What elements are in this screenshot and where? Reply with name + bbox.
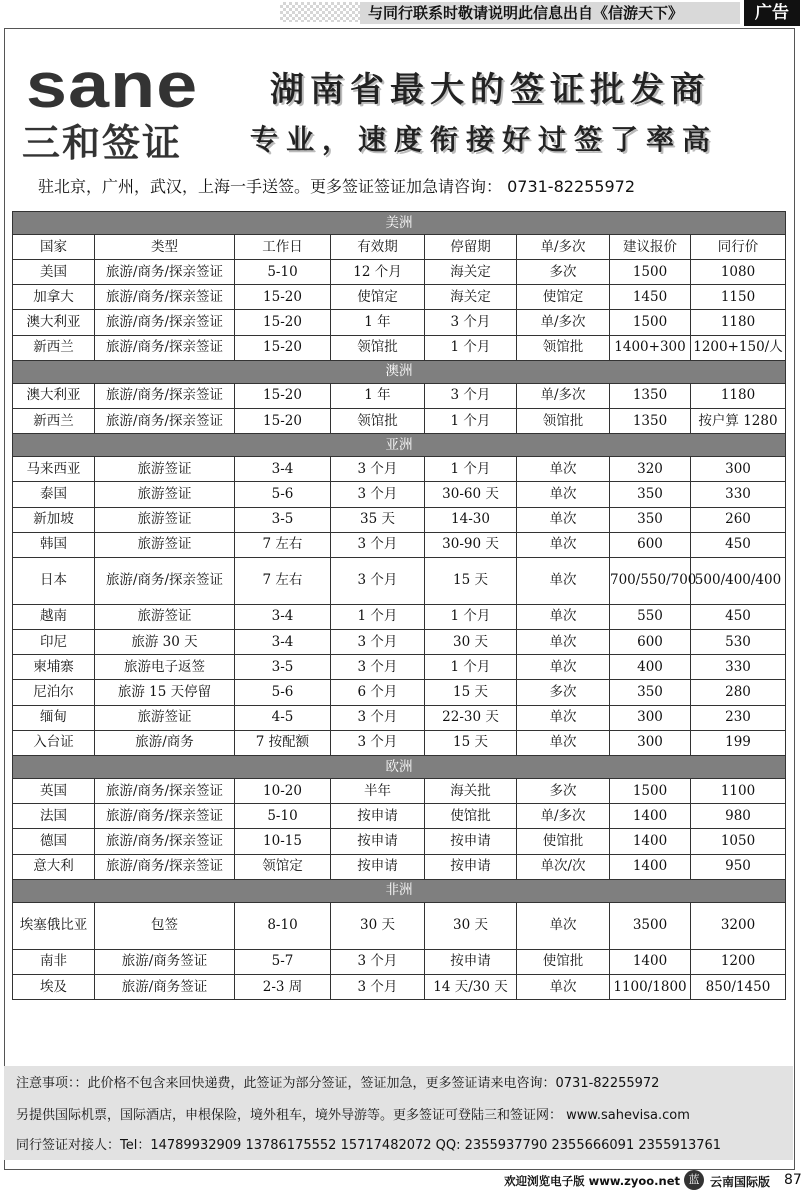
- table-cell: 旅游签证: [95, 482, 235, 507]
- region-name: 澳洲: [13, 360, 786, 383]
- table-row: [13, 457, 786, 482]
- table-cell: 1180: [691, 383, 786, 408]
- table-cell: 旅游/商务/探亲签证: [95, 829, 235, 854]
- contact-line: 驻北京，广州，武汉，上海一手送签。更多签证签证加急请咨询： 0731-82255972: [38, 177, 636, 196]
- table-cell: 3 个月: [331, 457, 425, 482]
- table-cell: 1 年: [331, 383, 425, 408]
- table-cell: 3 个月: [331, 630, 425, 655]
- table-cell: 500/400/400: [691, 557, 786, 604]
- table-cell: 1350: [610, 383, 691, 408]
- column-header: 同行价: [691, 235, 786, 260]
- table-cell: 旅游 15 天停留: [95, 680, 235, 705]
- table-cell: 旅游签证: [95, 532, 235, 557]
- table-cell: 旅游/商务/探亲签证: [95, 285, 235, 310]
- table-row: [13, 482, 786, 507]
- table-cell: 980: [691, 804, 786, 829]
- region-header-row: [13, 212, 786, 235]
- table-cell: 1100: [691, 779, 786, 804]
- region-name: 欧洲: [13, 756, 786, 779]
- table-cell: 印尼: [13, 630, 95, 655]
- table-cell: 按申请: [331, 804, 425, 829]
- table-cell: 10-15: [235, 829, 331, 854]
- table-cell: 按申请: [425, 829, 517, 854]
- checker-decoration: [280, 2, 360, 22]
- table-cell: 15 天: [425, 557, 517, 604]
- table-cell: 入台证: [13, 730, 95, 755]
- table-cell: 韩国: [13, 532, 95, 557]
- table-cell: 5-10: [235, 260, 331, 285]
- footer-contacts: 同行签证对接人：Tel：14789932909 13786175552 15717482072 QQ: 2355937790 2355666091 2355913761: [16, 1138, 722, 1153]
- table-cell: 按申请: [425, 949, 517, 974]
- table-cell: 3-4: [235, 604, 331, 629]
- table-cell: 7 左右: [235, 557, 331, 604]
- table-cell: 单次: [517, 730, 610, 755]
- table-cell: 海关定: [425, 260, 517, 285]
- table-cell: 日本: [13, 557, 95, 604]
- table-cell: 260: [691, 507, 786, 532]
- table-cell: 旅游签证: [95, 604, 235, 629]
- table-cell: 950: [691, 854, 786, 879]
- table-cell: 14 天/30 天: [425, 974, 517, 999]
- column-header: 国家: [13, 235, 95, 260]
- table-cell: 旅游签证: [95, 507, 235, 532]
- table-cell: 包签: [95, 902, 235, 949]
- headline-main: 湖南省最大的签证批发商: [270, 70, 710, 110]
- company-logo: [18, 48, 208, 165]
- footer-notice: 注意事项：：此价格不包含来回快递费，此签证为部分签证，签证加急，更多签证请来电咨询：0731-82255972: [16, 1076, 660, 1091]
- table-cell: 15-20: [235, 383, 331, 408]
- table-cell: 4-5: [235, 705, 331, 730]
- table-cell: 1400+300: [610, 335, 691, 360]
- table-row: [13, 705, 786, 730]
- table-row: [13, 829, 786, 854]
- table-cell: 3-5: [235, 507, 331, 532]
- table-cell: 旅游/商务: [95, 730, 235, 755]
- region-name: 美洲: [13, 212, 786, 235]
- column-header-row: [13, 235, 786, 260]
- region-header-row: [13, 360, 786, 383]
- table-cell: 澳大利亚: [13, 383, 95, 408]
- table-cell: 单次: [517, 507, 610, 532]
- table-cell: 新西兰: [13, 335, 95, 360]
- table-cell: 尼泊尔: [13, 680, 95, 705]
- table-cell: 单次: [517, 705, 610, 730]
- table-cell: 单次: [517, 630, 610, 655]
- table-row: [13, 854, 786, 879]
- table-cell: 单次: [517, 902, 610, 949]
- table-cell: 15 天: [425, 680, 517, 705]
- table-cell: 马来西亚: [13, 457, 95, 482]
- table-cell: 领馆定: [235, 854, 331, 879]
- table-cell: 旅游/商务/探亲签证: [95, 557, 235, 604]
- table-cell: 单/多次: [517, 383, 610, 408]
- table-cell: 1100/1800: [610, 974, 691, 999]
- ad-label: 广告: [744, 0, 800, 26]
- column-header: 停留期: [425, 235, 517, 260]
- table-cell: 14-30: [425, 507, 517, 532]
- table-cell: 10-20: [235, 779, 331, 804]
- table-cell: 550: [610, 604, 691, 629]
- table-cell: 12 个月: [331, 260, 425, 285]
- table-cell: 法国: [13, 804, 95, 829]
- region-header-row: [13, 756, 786, 779]
- table-cell: 旅游签证: [95, 457, 235, 482]
- table-cell: 230: [691, 705, 786, 730]
- table-cell: 530: [691, 630, 786, 655]
- table-cell: 450: [691, 604, 786, 629]
- table-cell: 300: [610, 730, 691, 755]
- table-cell: 1 年: [331, 310, 425, 335]
- column-header: 建议报价: [610, 235, 691, 260]
- table-cell: 1500: [610, 310, 691, 335]
- table-cell: 600: [610, 532, 691, 557]
- table-row: [13, 779, 786, 804]
- table-cell: 1180: [691, 310, 786, 335]
- table-cell: 350: [610, 482, 691, 507]
- table-cell: 3 个月: [331, 532, 425, 557]
- table-cell: 旅游 30 天: [95, 630, 235, 655]
- table-cell: 30-60 天: [425, 482, 517, 507]
- table-cell: 850/1450: [691, 974, 786, 999]
- table-cell: 5-6: [235, 482, 331, 507]
- region-header-row: [13, 879, 786, 902]
- table-cell: 3 个月: [331, 557, 425, 604]
- table-cell: 300: [610, 705, 691, 730]
- table-cell: 单次: [517, 655, 610, 680]
- table-cell: 旅游/商务签证: [95, 974, 235, 999]
- table-cell: 使馆批: [517, 829, 610, 854]
- table-row: [13, 680, 786, 705]
- table-cell: 3-4: [235, 457, 331, 482]
- column-header: 类型: [95, 235, 235, 260]
- table-cell: 旅游/商务/探亲签证: [95, 408, 235, 433]
- table-cell: 1 个月: [425, 604, 517, 629]
- table-cell: 7 按配额: [235, 730, 331, 755]
- table-row: [13, 949, 786, 974]
- table-cell: 1400: [610, 829, 691, 854]
- table-cell: 1 个月: [331, 604, 425, 629]
- table-cell: 英国: [13, 779, 95, 804]
- table-cell: 8-10: [235, 902, 331, 949]
- column-header: 有效期: [331, 235, 425, 260]
- table-cell: 3-5: [235, 655, 331, 680]
- table-cell: 1400: [610, 949, 691, 974]
- footer-notes: [4, 1066, 793, 1160]
- table-cell: 350: [610, 507, 691, 532]
- table-cell: 意大利: [13, 854, 95, 879]
- table-row: [13, 902, 786, 949]
- table-cell: 使馆定: [517, 285, 610, 310]
- logo-wordmark: sane: [26, 49, 199, 121]
- bottom-bar: [0, 1168, 800, 1193]
- table-cell: 海关定: [425, 285, 517, 310]
- table-cell: 3 个月: [331, 974, 425, 999]
- table-cell: 15-20: [235, 335, 331, 360]
- table-cell: 旅游/商务/探亲签证: [95, 383, 235, 408]
- table-row: [13, 260, 786, 285]
- table-row: [13, 532, 786, 557]
- table-cell: 单/多次: [517, 804, 610, 829]
- table-cell: 缅甸: [13, 705, 95, 730]
- table-cell: 新加坡: [13, 507, 95, 532]
- table-cell: 5-10: [235, 804, 331, 829]
- table-cell: 320: [610, 457, 691, 482]
- table-cell: 3 个月: [331, 730, 425, 755]
- table-cell: 单/多次: [517, 310, 610, 335]
- table-cell: 2-3 周: [235, 974, 331, 999]
- table-cell: 单次: [517, 532, 610, 557]
- table-cell: 单次: [517, 557, 610, 604]
- table-cell: 15 天: [425, 730, 517, 755]
- footer-services: 另提供国际机票，国际酒店，申根保险，境外租车，境外导游等。更多签证可登陆三和签证网： www.sahevisa.com: [16, 1108, 690, 1123]
- table-cell: 6 个月: [331, 680, 425, 705]
- table-cell: 350: [610, 680, 691, 705]
- table-cell: 450: [691, 532, 786, 557]
- table-cell: 15-20: [235, 285, 331, 310]
- table-cell: 旅游/商务/探亲签证: [95, 335, 235, 360]
- table-cell: 1050: [691, 829, 786, 854]
- table-cell: 埃及: [13, 974, 95, 999]
- table-cell: 领馆批: [331, 408, 425, 433]
- table-cell: 单次: [517, 482, 610, 507]
- table-row: [13, 408, 786, 433]
- headline-slogan: 专业，速度衔接好过签了率高: [250, 123, 719, 156]
- table-cell: 1 个月: [425, 655, 517, 680]
- table-row: [13, 285, 786, 310]
- table-cell: 加拿大: [13, 285, 95, 310]
- table-cell: 330: [691, 482, 786, 507]
- page-number: 87: [784, 1172, 802, 1188]
- table-cell: 越南: [13, 604, 95, 629]
- table-cell: 3200: [691, 902, 786, 949]
- table-cell: 旅游/商务/探亲签证: [95, 854, 235, 879]
- table-cell: 领馆批: [331, 335, 425, 360]
- column-header: 单/多次: [517, 235, 610, 260]
- table-cell: 泰国: [13, 482, 95, 507]
- table-cell: 多次: [517, 779, 610, 804]
- table-cell: 1 个月: [425, 408, 517, 433]
- table-cell: 30 天: [425, 630, 517, 655]
- table-cell: 柬埔寨: [13, 655, 95, 680]
- table-cell: 使馆批: [425, 804, 517, 829]
- table-cell: 400: [610, 655, 691, 680]
- table-cell: 280: [691, 680, 786, 705]
- table-cell: 旅游/商务/探亲签证: [95, 779, 235, 804]
- table-cell: 5-6: [235, 680, 331, 705]
- table-cell: 3 个月: [425, 310, 517, 335]
- table-cell: 7 左右: [235, 532, 331, 557]
- table-cell: 700/550/700: [610, 557, 691, 604]
- table-cell: 单次/次: [517, 854, 610, 879]
- region-header-row: [13, 434, 786, 457]
- table-cell: 1400: [610, 804, 691, 829]
- table-cell: 澳大利亚: [13, 310, 95, 335]
- table-cell: 海关批: [425, 779, 517, 804]
- table-cell: 1150: [691, 285, 786, 310]
- edition-label: 云南国际版: [710, 1175, 771, 1189]
- table-cell: 35 天: [331, 507, 425, 532]
- table-cell: 领馆批: [517, 335, 610, 360]
- table-cell: 1080: [691, 260, 786, 285]
- table-cell: 1200+150/人: [691, 335, 786, 360]
- table-cell: 30 天: [425, 902, 517, 949]
- top-banner: [0, 0, 800, 26]
- table-cell: 旅游/商务/探亲签证: [95, 310, 235, 335]
- column-header: 工作日: [235, 235, 331, 260]
- table-row: [13, 604, 786, 629]
- table-cell: 30 天: [331, 902, 425, 949]
- table-cell: 新西兰: [13, 408, 95, 433]
- table-cell: 15-20: [235, 310, 331, 335]
- blue-badge-icon: 蓝: [684, 1170, 704, 1190]
- table-cell: 1350: [610, 408, 691, 433]
- table-cell: 330: [691, 655, 786, 680]
- table-cell: 旅游签证: [95, 705, 235, 730]
- table-row: [13, 335, 786, 360]
- table-cell: 领馆批: [517, 408, 610, 433]
- logo-chinese-name: 三和签证: [22, 121, 183, 165]
- table-cell: 按申请: [331, 854, 425, 879]
- table-cell: 按户算 1280: [691, 408, 786, 433]
- source-notice: 与同行联系时敬请说明此信息出自《信游天下》: [360, 2, 740, 24]
- website-text: 欢迎浏览电子版 www.zyoo.net: [504, 1174, 680, 1188]
- table-row: [13, 630, 786, 655]
- table-cell: 30-90 天: [425, 532, 517, 557]
- visa-price-table: [12, 211, 786, 1000]
- table-cell: 15-20: [235, 408, 331, 433]
- table-row: [13, 730, 786, 755]
- table-cell: 1 个月: [425, 335, 517, 360]
- table-cell: 使馆批: [517, 949, 610, 974]
- table-cell: 5-7: [235, 949, 331, 974]
- table-cell: 使馆定: [331, 285, 425, 310]
- table-cell: 1200: [691, 949, 786, 974]
- table-cell: 多次: [517, 680, 610, 705]
- table-cell: 美国: [13, 260, 95, 285]
- table-cell: 埃塞俄比亚: [13, 902, 95, 949]
- table-row: [13, 383, 786, 408]
- table-cell: 1 个月: [425, 457, 517, 482]
- table-cell: 3500: [610, 902, 691, 949]
- table-cell: 旅游/商务签证: [95, 949, 235, 974]
- region-name: 亚洲: [13, 434, 786, 457]
- table-cell: 半年: [331, 779, 425, 804]
- table-cell: 单次: [517, 457, 610, 482]
- table-cell: 1400: [610, 854, 691, 879]
- table-cell: 单次: [517, 974, 610, 999]
- table-row: [13, 557, 786, 604]
- table-row: [13, 655, 786, 680]
- table-cell: 德国: [13, 829, 95, 854]
- table-cell: 3-4: [235, 630, 331, 655]
- table-cell: 单次: [517, 604, 610, 629]
- table-cell: 3 个月: [331, 949, 425, 974]
- table-cell: 1500: [610, 260, 691, 285]
- table-cell: 22-30 天: [425, 705, 517, 730]
- table-cell: 按申请: [425, 854, 517, 879]
- table-cell: 3 个月: [331, 655, 425, 680]
- table-cell: 3 个月: [425, 383, 517, 408]
- table-cell: 1450: [610, 285, 691, 310]
- table-row: [13, 974, 786, 999]
- table-cell: 1500: [610, 779, 691, 804]
- table-cell: 300: [691, 457, 786, 482]
- table-cell: 按申请: [331, 829, 425, 854]
- table-cell: 199: [691, 730, 786, 755]
- table-cell: 600: [610, 630, 691, 655]
- table-cell: 3 个月: [331, 705, 425, 730]
- table-row: [13, 804, 786, 829]
- table-cell: 多次: [517, 260, 610, 285]
- table-cell: 3 个月: [331, 482, 425, 507]
- table-row: [13, 507, 786, 532]
- table-cell: 南非: [13, 949, 95, 974]
- table-cell: 旅游/商务/探亲签证: [95, 804, 235, 829]
- table-row: [13, 310, 786, 335]
- table-cell: 旅游/商务/探亲签证: [95, 260, 235, 285]
- table-cell: 旅游电子返签: [95, 655, 235, 680]
- region-name: 非洲: [13, 879, 786, 902]
